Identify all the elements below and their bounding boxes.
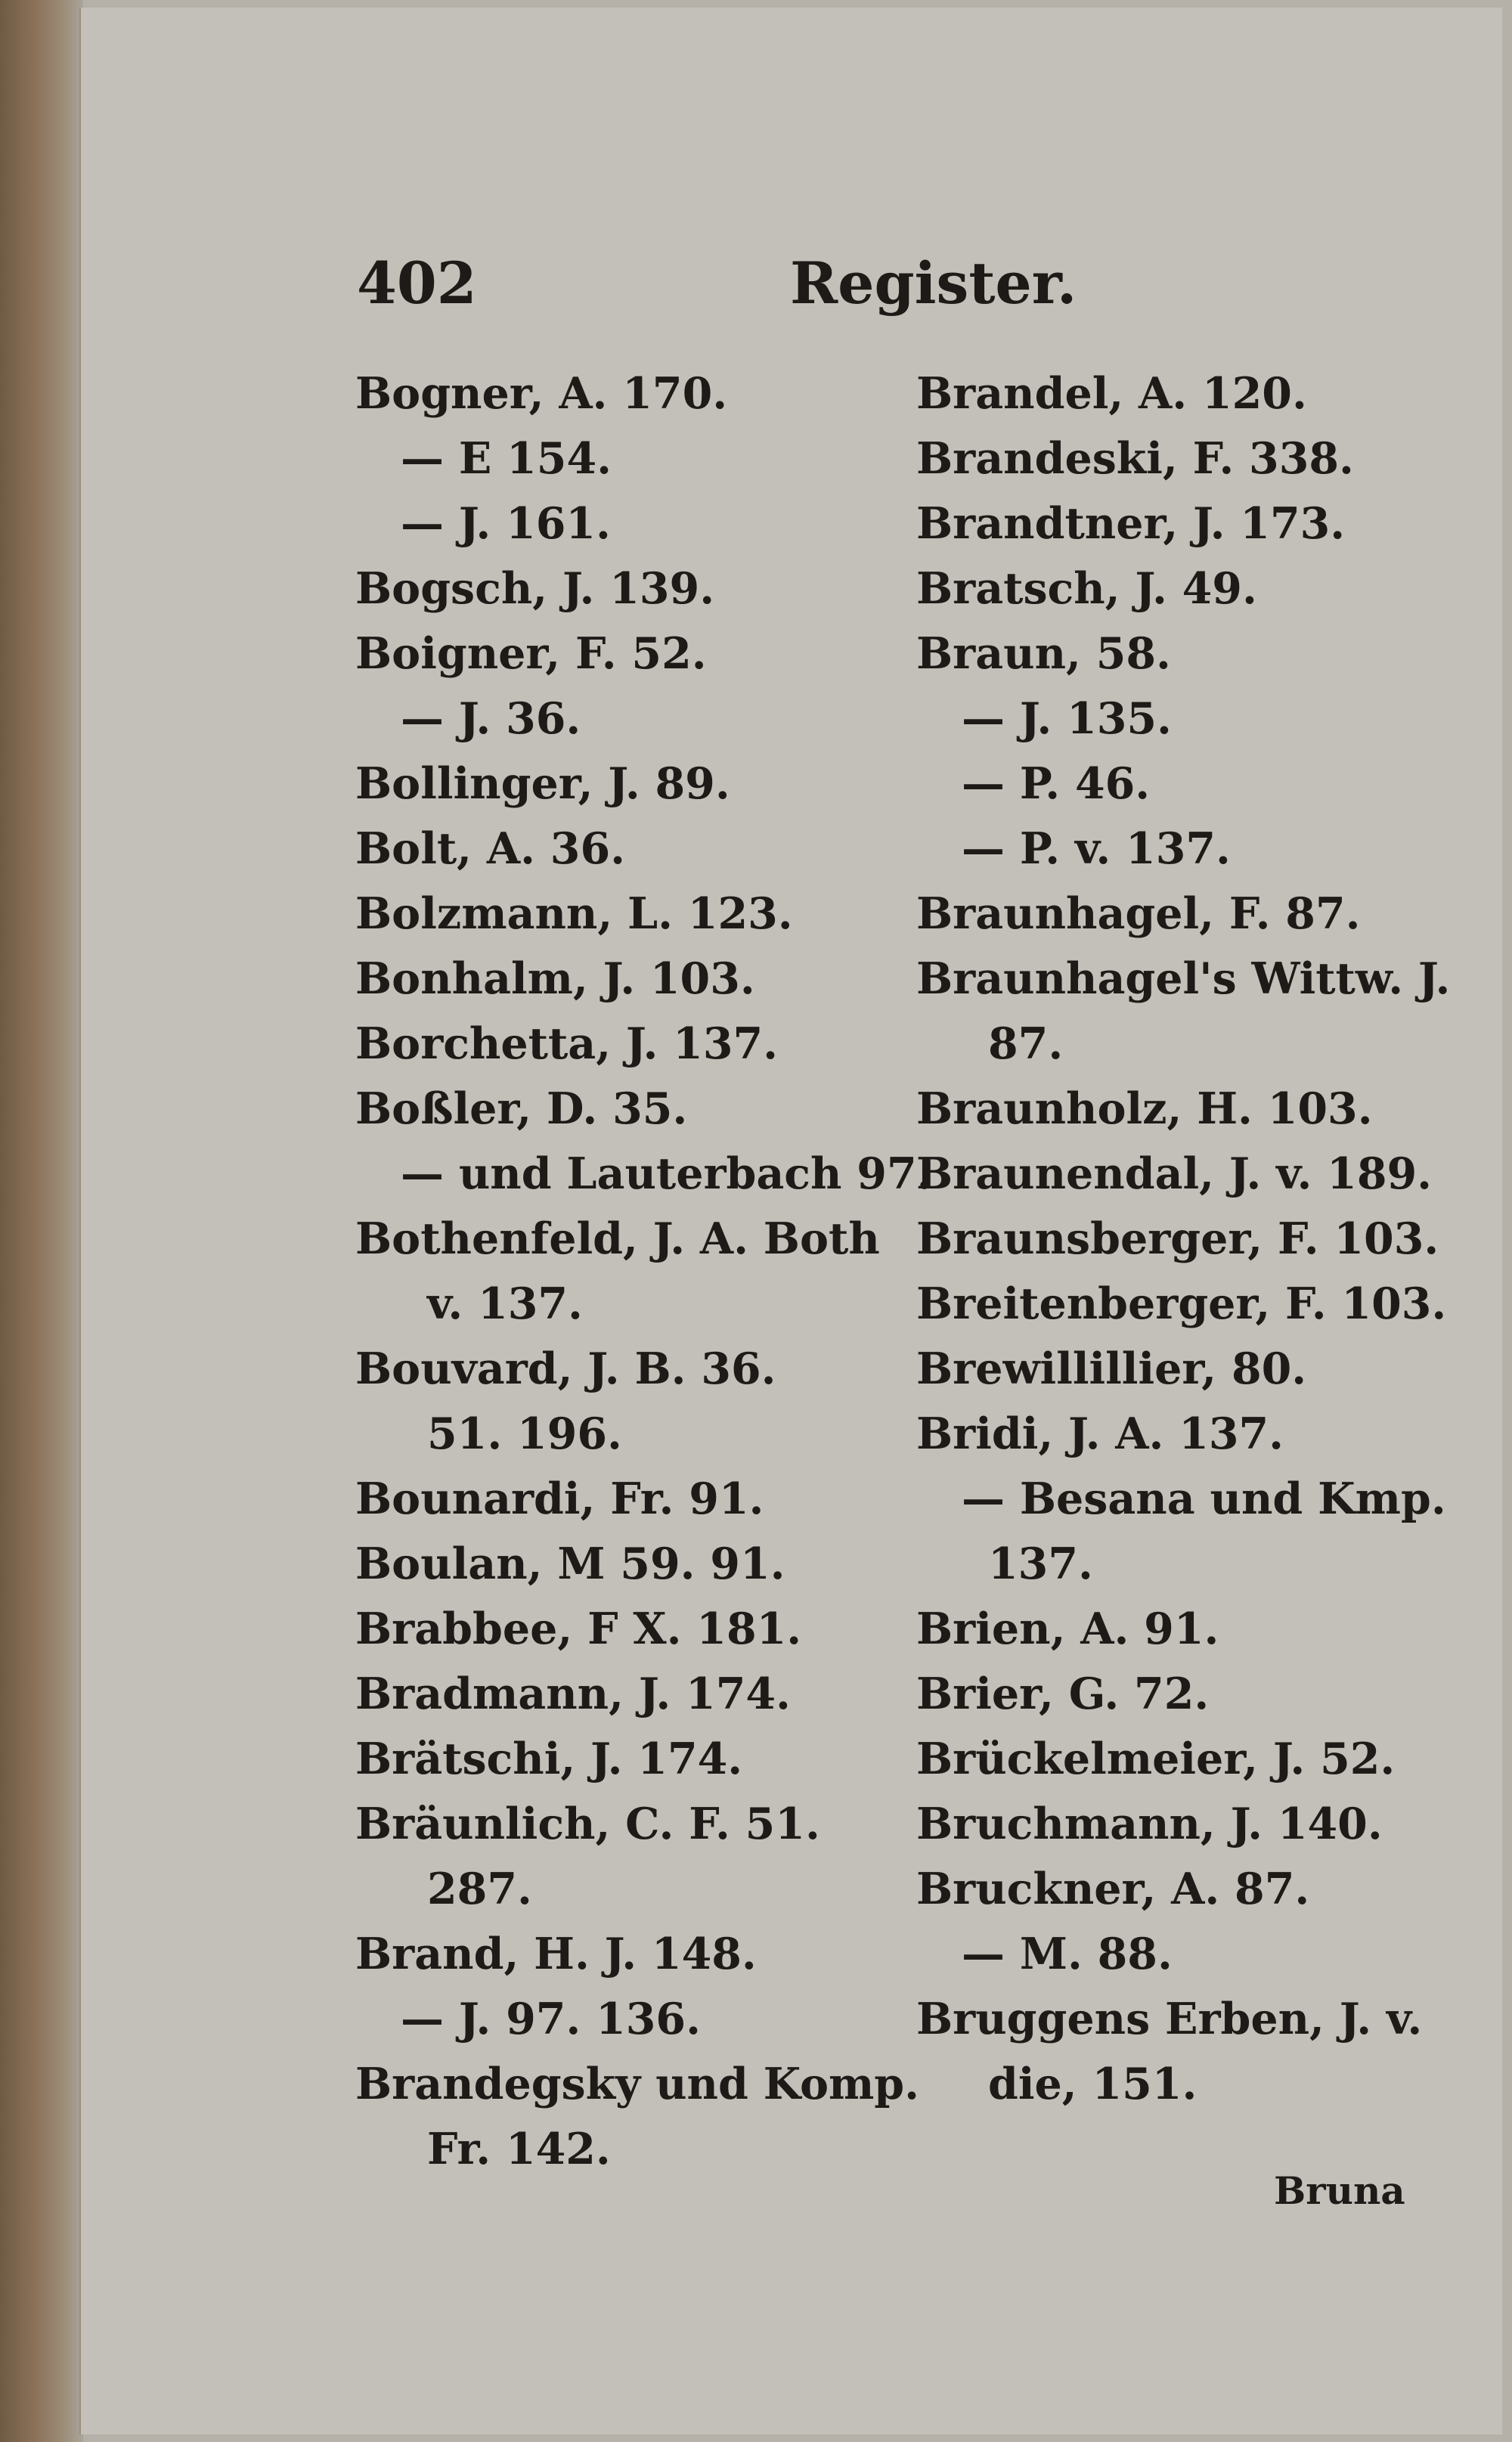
index-entry: — Besana und Kmp.: [962, 1474, 1446, 1524]
index-entry: Brätschi, J. 174.: [355, 1734, 743, 1784]
index-entry: — E 154.: [401, 433, 612, 484]
index-entry: Brückelmeier, J. 52.: [916, 1734, 1396, 1784]
index-entry: 51. 196.: [427, 1408, 622, 1459]
index-entry: Brandegsky und Komp.: [355, 2059, 920, 2109]
index-entry: 137.: [988, 1539, 1093, 1589]
index-entry: Brien, A. 91.: [916, 1604, 1219, 1654]
index-entry: Bräunlich, C. F. 51.: [355, 1799, 820, 1849]
index-entry: Braun, 58.: [916, 628, 1171, 679]
index-column-right: [916, 361, 1451, 2117]
index-entry: Braunsberger, F. 103.: [916, 1213, 1439, 1264]
index-entry: Fr. 142.: [427, 2124, 611, 2174]
index-entry: Brandeski, F. 338.: [916, 433, 1354, 484]
index-entry: Boulan, M 59. 91.: [355, 1539, 785, 1589]
index-entry: Braunhagel's Wittw. J.: [916, 953, 1451, 1004]
catchword: Bruna: [1274, 2168, 1405, 2213]
index-entry: 87.: [988, 1018, 1064, 1069]
index-entry: Breitenberger, F. 103.: [916, 1278, 1447, 1329]
index-entry: Bruckner, A. 87.: [916, 1864, 1310, 1914]
index-column-left: [355, 361, 932, 2182]
index-entry: Bouvard, J. B. 36.: [355, 1343, 776, 1394]
index-entry: — J. 97. 136.: [401, 1994, 701, 2044]
index-entry: Bothenfeld, J. A. Both: [355, 1213, 880, 1264]
index-entry: Bruchmann, J. 140.: [916, 1799, 1383, 1849]
running-title: Register.: [790, 249, 1077, 317]
index-entry: Braunhagel, F. 87.: [916, 888, 1361, 939]
index-entry: Bratsch, J. 49.: [916, 563, 1257, 614]
index-entry: Boigner, F. 52.: [355, 628, 707, 679]
index-entry: v. 137.: [427, 1278, 583, 1329]
index-entry: — P. v. 137.: [962, 823, 1231, 874]
index-entry: — J. 135.: [962, 693, 1172, 744]
index-entry: Bogsch, J. 139.: [355, 563, 715, 614]
index-entry: — P. 46.: [962, 758, 1151, 809]
index-entry: Bridi, J. A. 137.: [916, 1408, 1284, 1459]
index-entry: — J. 36.: [401, 693, 581, 744]
page-number: 402: [357, 249, 477, 317]
index-entry: 287.: [427, 1864, 532, 1914]
index-entry: Borchetta, J. 137.: [355, 1018, 778, 1069]
index-entry: — J. 161.: [401, 498, 611, 549]
index-entry: Brewillillier, 80.: [916, 1343, 1307, 1394]
index-entry: Brandtner, J. 173.: [916, 498, 1346, 549]
index-entry: Bogner, A. 170.: [355, 368, 728, 419]
index-entry: Brabbee, F X. 181.: [355, 1604, 802, 1654]
index-entry: die, 151.: [988, 2059, 1198, 2109]
index-entry: Bonhalm, J. 103.: [355, 953, 755, 1004]
index-entry: Bounardi, Fr. 91.: [355, 1474, 764, 1524]
index-entry: — und Lauterbach 97.: [401, 1148, 932, 1199]
index-entry: — M. 88.: [962, 1929, 1173, 1979]
index-entry: Bradmann, J. 174.: [355, 1669, 791, 1719]
index-entry: Boßler, D. 35.: [355, 1083, 688, 1134]
index-entry: Brier, G. 72.: [916, 1669, 1210, 1719]
index-entry: Brandel, A. 120.: [916, 368, 1307, 419]
book-binding-edge: [0, 0, 83, 2442]
index-entry: Bruggens Erben, J. v.: [916, 1994, 1423, 2044]
index-entry: Braunholz, H. 103.: [916, 1083, 1373, 1134]
index-entry: Bolt, A. 36.: [355, 823, 625, 874]
index-entry: Bollinger, J. 89.: [355, 758, 730, 809]
index-entry: Bolzmann, L. 123.: [355, 888, 793, 939]
index-entry: Brand, H. J. 148.: [355, 1929, 757, 1979]
index-entry: Braunendal, J. v. 189.: [916, 1148, 1432, 1199]
